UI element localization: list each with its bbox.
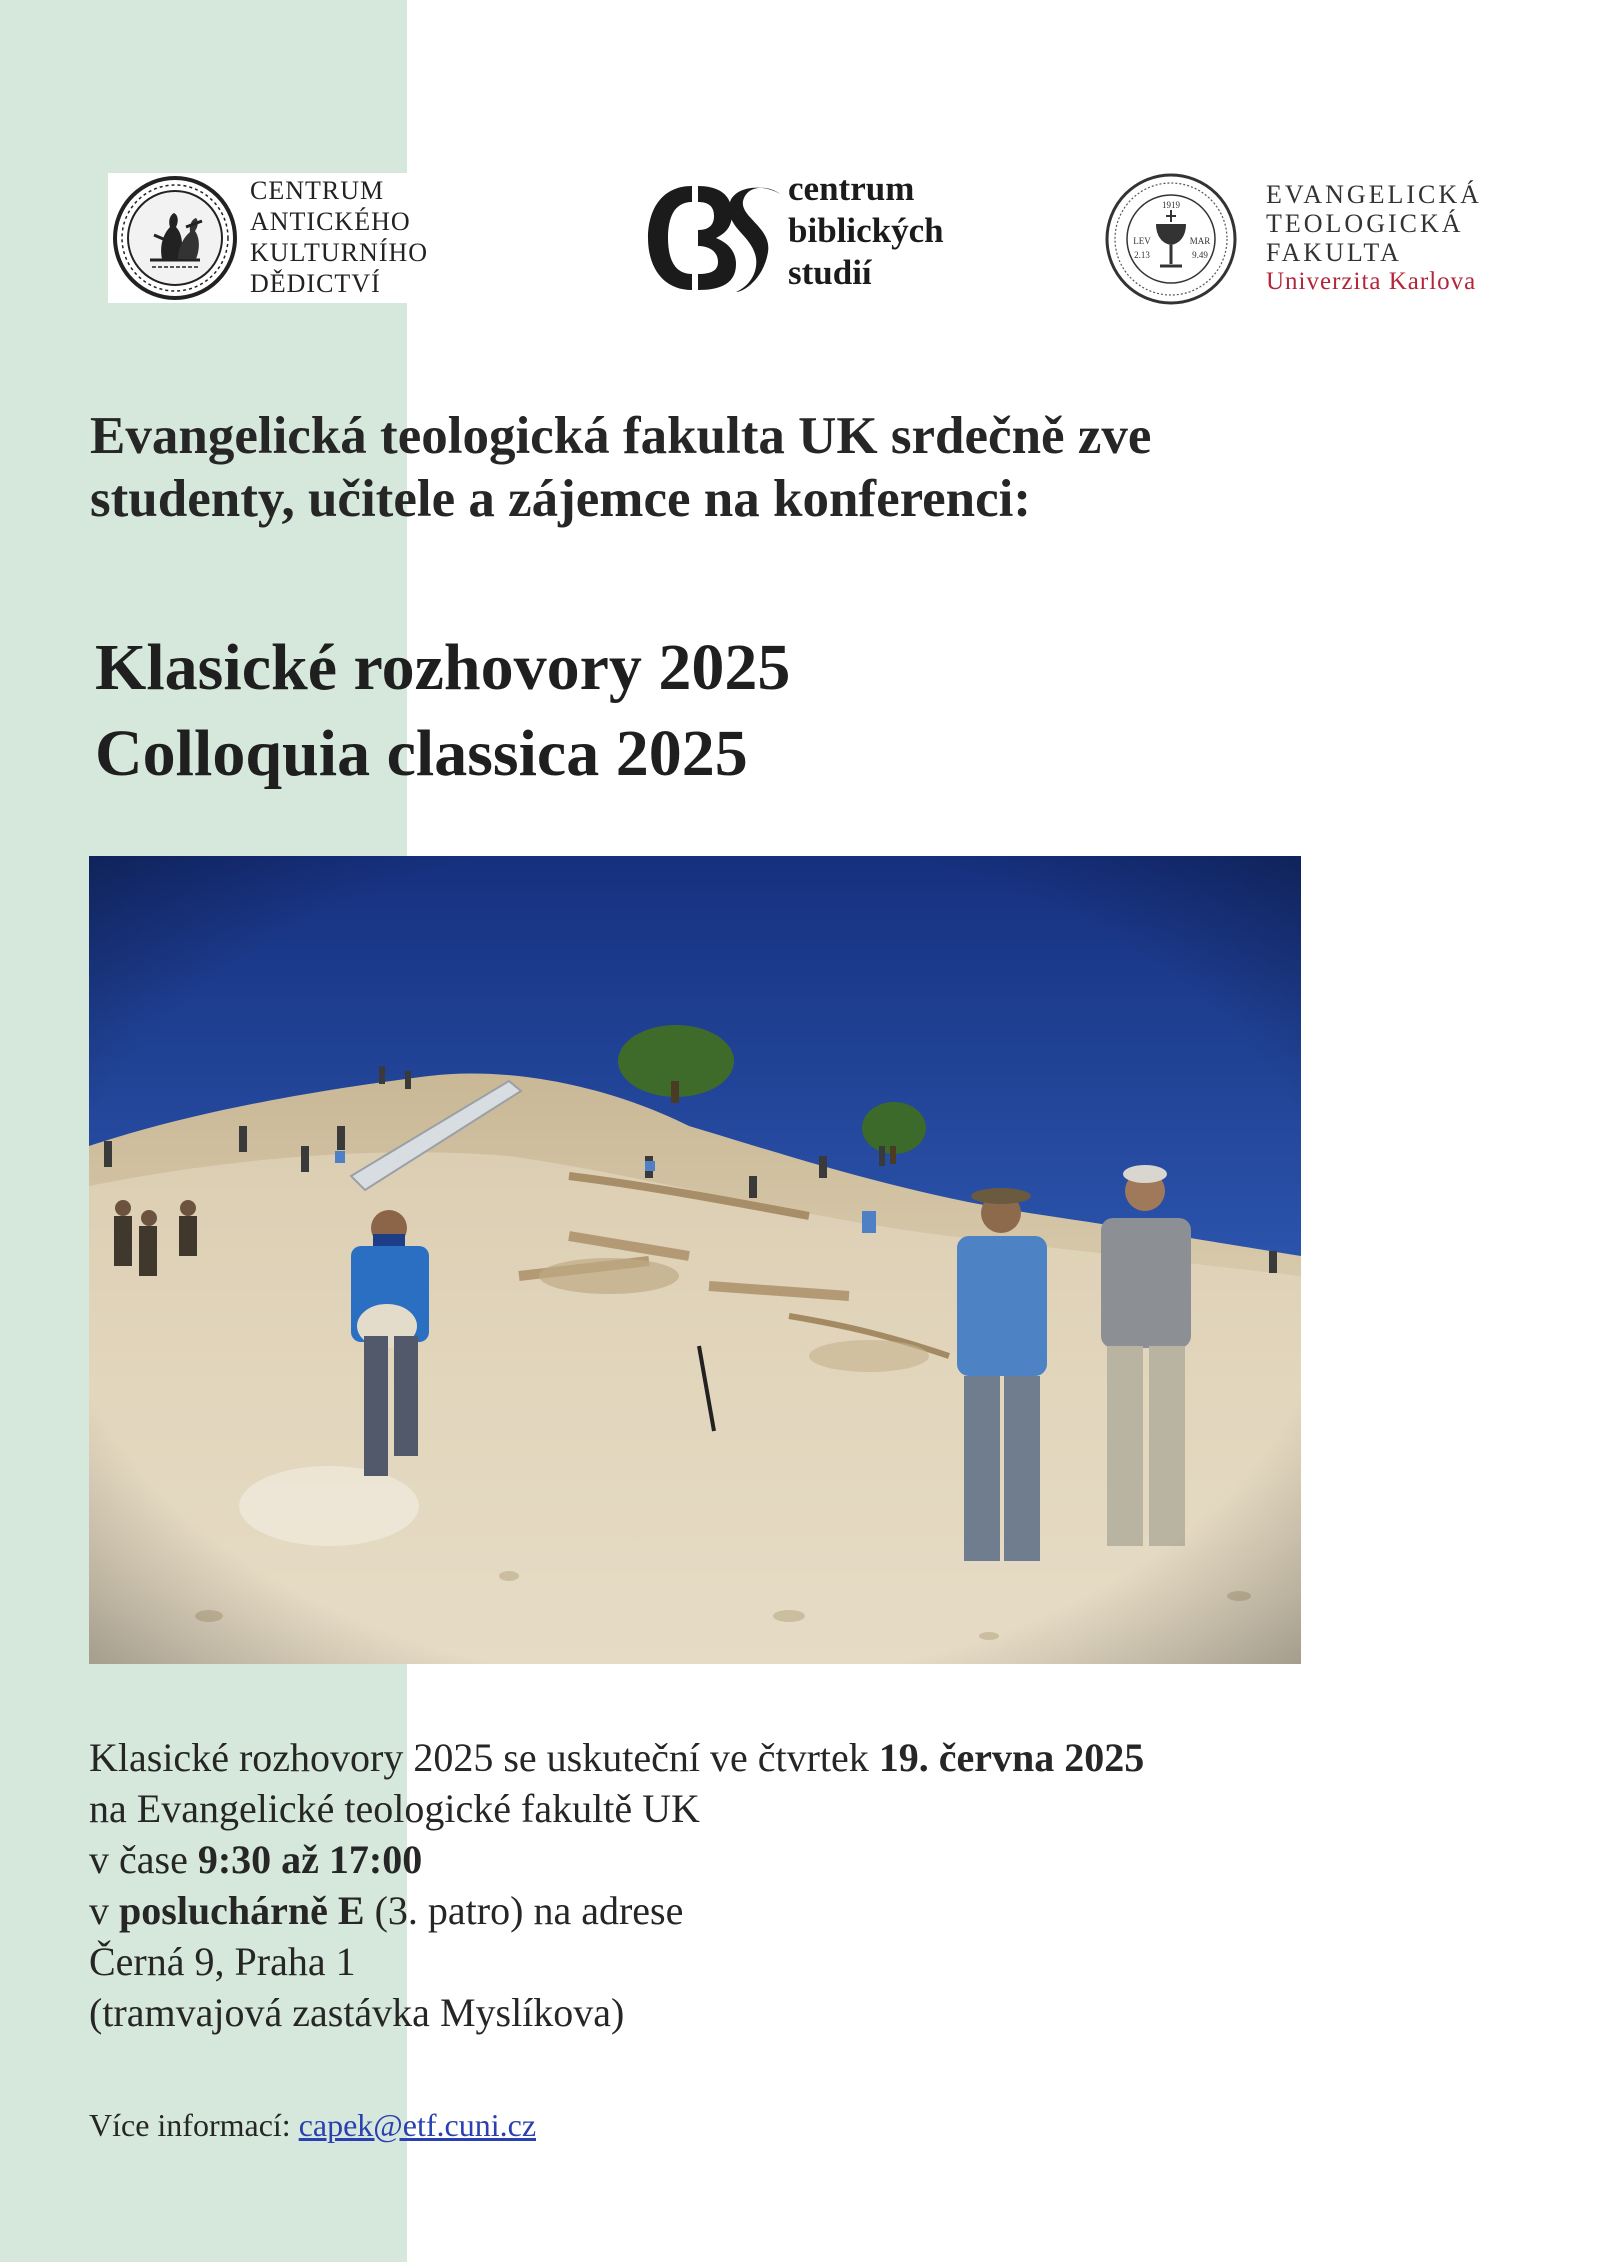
cbs-name (788, 168, 944, 294)
event-details (89, 1732, 1539, 2038)
cbs-monogram-icon (640, 176, 785, 300)
conference-title (95, 625, 1515, 797)
seal-lev: LEV (1133, 236, 1151, 246)
etf-line-2: TEOLOGICKÁ (1266, 209, 1464, 238)
details-intro: Klasické rozhovory 2025 se uskuteční ve čtvrtek (89, 1735, 879, 1780)
details-line-3 (89, 1834, 1539, 1885)
invitation-heading (90, 405, 1510, 531)
seal-mar: MAR (1189, 236, 1211, 246)
title-czech: Klasické rozhovory 2025 (95, 631, 791, 704)
event-date: 19. června 2025 (878, 1735, 1145, 1780)
event-time: 9:30 až 17:00 (197, 1837, 423, 1882)
cakd-line-3: KULTURNÍHO (250, 238, 429, 267)
details-line-1 (89, 1732, 1539, 1783)
details-line-2: na Evangelické teologické fakultě UK (89, 1786, 700, 1831)
cbs-line-1: centrum (788, 169, 915, 208)
etf-university: Univerzita Karlova (1266, 268, 1477, 295)
excavation-illustration (89, 856, 1301, 1664)
contact-info (89, 2105, 536, 2145)
time-prefix: v čase (89, 1837, 198, 1882)
details-address: Černá 9, Praha 1 (89, 1939, 356, 1984)
seal-year: 1919 (1162, 200, 1180, 210)
invitation-line-1: Evangelická teologická fakulta UK srdečně zve (90, 407, 1152, 465)
event-room: posluchárně E (119, 1888, 365, 1933)
seal-mar-ref: 9.49 (1192, 250, 1208, 260)
amphora-seal-icon (112, 175, 238, 301)
logo-centrum-antickeho-kulturniho-dedictvi[interactable] (108, 173, 438, 303)
logo-evangelicka-teologicka-fakulta[interactable] (1104, 172, 1544, 312)
cbs-line-3: studií (788, 253, 872, 292)
seal-lev-ref: 2.13 (1134, 250, 1150, 260)
details-tram-stop: (tramvajová zastávka Myslíkova) (89, 1990, 625, 2035)
etf-line-3: FAKULTA (1266, 238, 1402, 267)
cakd-line-1: CENTRUM (250, 176, 385, 205)
details-line-4 (89, 1885, 1539, 1936)
chalice-seal-icon (1104, 172, 1238, 306)
title-latin: Colloquia classica 2025 (95, 717, 748, 790)
room-suffix: (3. patro) na adrese (364, 1888, 684, 1933)
cbs-line-2: biblických (788, 211, 944, 250)
cakd-line-2: ANTICKÉHO (250, 207, 411, 236)
etf-name (1266, 180, 1482, 296)
etf-line-1: EVANGELICKÁ (1266, 180, 1482, 209)
invitation-line-2: studenty, učitele a zájemce na konferenci: (90, 470, 1032, 528)
contact-label: Více informací: (89, 2107, 299, 2143)
excavation-photo (89, 856, 1301, 1664)
logo-centrum-biblickych-studii[interactable] (640, 168, 1000, 308)
cakd-name (250, 175, 428, 299)
room-prefix: v (89, 1888, 119, 1933)
contact-email-link[interactable]: capek@etf.cuni.cz (298, 2107, 537, 2143)
cakd-line-4: DĚDICTVÍ (250, 269, 381, 298)
